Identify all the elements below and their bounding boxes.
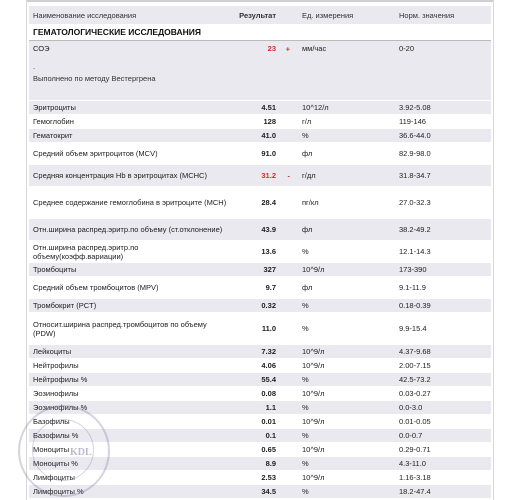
table-row xyxy=(29,345,491,359)
table-row xyxy=(29,415,491,429)
table-row xyxy=(29,485,491,499)
test-unit: % xyxy=(298,299,395,313)
esr-value: 23 xyxy=(267,44,276,53)
test-unit: % xyxy=(298,429,395,443)
test-name: Моноциты % xyxy=(29,457,234,471)
test-value: 4.06 xyxy=(261,361,276,370)
test-value-cell xyxy=(234,115,298,129)
test-norm: 119-146 xyxy=(395,115,491,129)
test-name: Гемоглобин xyxy=(29,115,234,129)
test-name: Базофилы % xyxy=(29,429,234,443)
section-title: ГЕМАТОЛОГИЧЕСКИЕ ИССЛЕДОВАНИЯ xyxy=(29,25,491,41)
test-unit: 10^9/л xyxy=(298,263,395,277)
test-name: Нейтрофилы % xyxy=(29,373,234,387)
esr-name-cell xyxy=(29,41,234,101)
esr-unit: мм/час xyxy=(298,41,395,101)
esr-norm: 0-20 xyxy=(395,41,491,101)
test-unit: 10^9/л xyxy=(298,443,395,457)
test-value: 8.9 xyxy=(265,459,276,468)
test-value-cell xyxy=(234,471,298,485)
test-value-cell xyxy=(234,165,298,187)
test-name: Эритроциты xyxy=(29,101,234,115)
test-name: Отн.ширина распред.эритр.по объему (ст.отклонение) xyxy=(29,219,234,241)
test-unit: % xyxy=(298,129,395,143)
test-norm: 3.92-5.08 xyxy=(395,101,491,115)
test-value-cell xyxy=(234,415,298,429)
test-norm: 12.1-14.3 xyxy=(395,241,491,263)
test-value-cell xyxy=(234,387,298,401)
test-unit: 10^9/л xyxy=(298,471,395,485)
test-name: Базофилы xyxy=(29,415,234,429)
test-norm: 42.5-73.2 xyxy=(395,373,491,387)
test-value: 4.51 xyxy=(261,103,276,112)
test-value-cell xyxy=(234,345,298,359)
results-table xyxy=(29,6,491,499)
test-value-cell xyxy=(234,401,298,415)
esr-value-cell xyxy=(234,41,298,101)
test-value-cell xyxy=(234,443,298,457)
table-header xyxy=(29,6,491,25)
table-row xyxy=(29,263,491,277)
test-unit: % xyxy=(298,401,395,415)
test-norm: 9.1-11.9 xyxy=(395,277,491,299)
esr-method-note: Выполнено по методу Вестергрена xyxy=(33,74,156,83)
test-norm: 18.2-47.4 xyxy=(395,485,491,499)
test-norm: 0.01-0.05 xyxy=(395,415,491,429)
test-value-cell xyxy=(234,101,298,115)
test-norm: 4.3-11.0 xyxy=(395,457,491,471)
table-row xyxy=(29,401,491,415)
test-value: 55.4 xyxy=(261,375,276,384)
esr-dot: . xyxy=(33,62,36,71)
table-row xyxy=(29,443,491,457)
test-unit: % xyxy=(298,485,395,499)
test-value: 28.4 xyxy=(261,198,276,207)
test-norm: 82.9-98.0 xyxy=(395,143,491,165)
test-norm: 27.0-32.3 xyxy=(395,187,491,219)
test-value-cell xyxy=(234,129,298,143)
test-value-cell xyxy=(234,241,298,263)
test-value-cell xyxy=(234,187,298,219)
esr-flag: + xyxy=(285,44,290,54)
test-unit: 10^9/л xyxy=(298,387,395,401)
test-unit: 10^9/л xyxy=(298,345,395,359)
test-unit: 10^9/л xyxy=(298,415,395,429)
test-value-cell xyxy=(234,143,298,165)
table-row xyxy=(29,359,491,373)
test-value-cell xyxy=(234,277,298,299)
test-name: Отн.ширина распред.эритр.по объему(коэфф.вариации) xyxy=(29,241,234,263)
test-norm: 0.29-0.71 xyxy=(395,443,491,457)
table-row xyxy=(29,219,491,241)
test-name: Гематокрит xyxy=(29,129,234,143)
test-value: 43.9 xyxy=(261,225,276,234)
abnormal-flag: - xyxy=(287,171,290,180)
test-name: Эозинофилы % xyxy=(29,401,234,415)
test-norm: 1.16-3.18 xyxy=(395,471,491,485)
test-name: Относит.ширина распред.тромбоцитов по объему (PDW) xyxy=(29,313,234,345)
test-value: 41.0 xyxy=(261,131,276,140)
test-unit: г/дл xyxy=(298,165,395,187)
esr-row xyxy=(29,41,491,101)
test-name: Среднее содержание гемоглобина в эритроците (MCH) xyxy=(29,187,234,219)
test-unit: % xyxy=(298,241,395,263)
test-value: 0.01 xyxy=(261,417,276,426)
test-value: 7.32 xyxy=(261,347,276,356)
test-norm: 0.0-0.7 xyxy=(395,429,491,443)
table-row xyxy=(29,165,491,187)
test-norm: 38.2-49.2 xyxy=(395,219,491,241)
table-row xyxy=(29,187,491,219)
test-norm: 4.37-9.68 xyxy=(395,345,491,359)
test-value-cell xyxy=(234,299,298,313)
test-norm: 31.8-34.7 xyxy=(395,165,491,187)
test-value: 0.08 xyxy=(261,389,276,398)
test-unit: фл xyxy=(298,219,395,241)
test-value-cell xyxy=(234,457,298,471)
lab-report-sheet xyxy=(26,0,494,500)
test-value-cell xyxy=(234,359,298,373)
test-value: 0.32 xyxy=(261,301,276,310)
table-row xyxy=(29,387,491,401)
test-value: 1.1 xyxy=(265,403,276,412)
test-value: 128 xyxy=(263,117,276,126)
test-value-cell xyxy=(234,429,298,443)
test-name: Средний объем тромбоцитов (MPV) xyxy=(29,277,234,299)
test-name: Моноциты xyxy=(29,443,234,457)
test-value: 0.65 xyxy=(261,445,276,454)
header-norm: Норм. значения xyxy=(395,6,491,25)
test-unit: г/л xyxy=(298,115,395,129)
test-value: 11.0 xyxy=(261,324,276,333)
test-unit: 10^9/л xyxy=(298,359,395,373)
test-norm: 0.18-0.39 xyxy=(395,299,491,313)
test-name: Тромбокрит (PCT) xyxy=(29,299,234,313)
test-unit: пг/кл xyxy=(298,187,395,219)
test-norm: 0.03-0.27 xyxy=(395,387,491,401)
table-row xyxy=(29,429,491,443)
stamp-logo-text: KDL xyxy=(70,447,92,458)
test-value: 91.0 xyxy=(261,149,276,158)
test-unit: % xyxy=(298,313,395,345)
test-value: 13.6 xyxy=(261,247,276,256)
test-value: 31.2 xyxy=(261,171,276,180)
header-name: Наименование исследования xyxy=(29,6,234,25)
test-unit: фл xyxy=(298,277,395,299)
test-value-cell xyxy=(234,219,298,241)
table-row xyxy=(29,313,491,345)
test-name: Тромбоциты xyxy=(29,263,234,277)
esr-name: СОЭ xyxy=(33,44,50,53)
test-value: 0.1 xyxy=(265,431,276,440)
test-value: 9.7 xyxy=(265,283,276,292)
test-name: Эозинофилы xyxy=(29,387,234,401)
test-name: Средняя концентрация Hb в эритроцитах (MCHC) xyxy=(29,165,234,187)
header-result: Результат xyxy=(234,6,298,25)
test-unit: фл xyxy=(298,143,395,165)
table-row xyxy=(29,457,491,471)
test-norm: 2.00-7.15 xyxy=(395,359,491,373)
test-unit: % xyxy=(298,373,395,387)
test-value-cell xyxy=(234,263,298,277)
test-norm: 36.6-44.0 xyxy=(395,129,491,143)
table-row xyxy=(29,277,491,299)
test-value: 34.5 xyxy=(261,487,276,496)
test-name: Лимфоциты % xyxy=(29,485,234,499)
test-unit: % xyxy=(298,457,395,471)
table-row xyxy=(29,129,491,143)
test-unit: 10^12/л xyxy=(298,101,395,115)
test-name: Лейкоциты xyxy=(29,345,234,359)
test-value-cell xyxy=(234,373,298,387)
test-value-cell xyxy=(234,485,298,499)
test-norm: 0.0-3.0 xyxy=(395,401,491,415)
table-row xyxy=(29,299,491,313)
test-name: Средний объем эритроцитов (MCV) xyxy=(29,143,234,165)
table-row xyxy=(29,101,491,115)
table-row xyxy=(29,373,491,387)
test-value-cell xyxy=(234,313,298,345)
table-row xyxy=(29,143,491,165)
test-value: 327 xyxy=(263,265,276,274)
table-row xyxy=(29,115,491,129)
section-title-row xyxy=(29,25,491,41)
table-row xyxy=(29,241,491,263)
top-divider xyxy=(27,0,493,2)
test-name: Лимфоциты xyxy=(29,471,234,485)
test-norm: 9.9-15.4 xyxy=(395,313,491,345)
header-unit: Ед. измерения xyxy=(298,6,395,25)
table-row xyxy=(29,471,491,485)
test-name: Нейтрофилы xyxy=(29,359,234,373)
test-norm: 173-390 xyxy=(395,263,491,277)
test-value: 2.53 xyxy=(261,473,276,482)
